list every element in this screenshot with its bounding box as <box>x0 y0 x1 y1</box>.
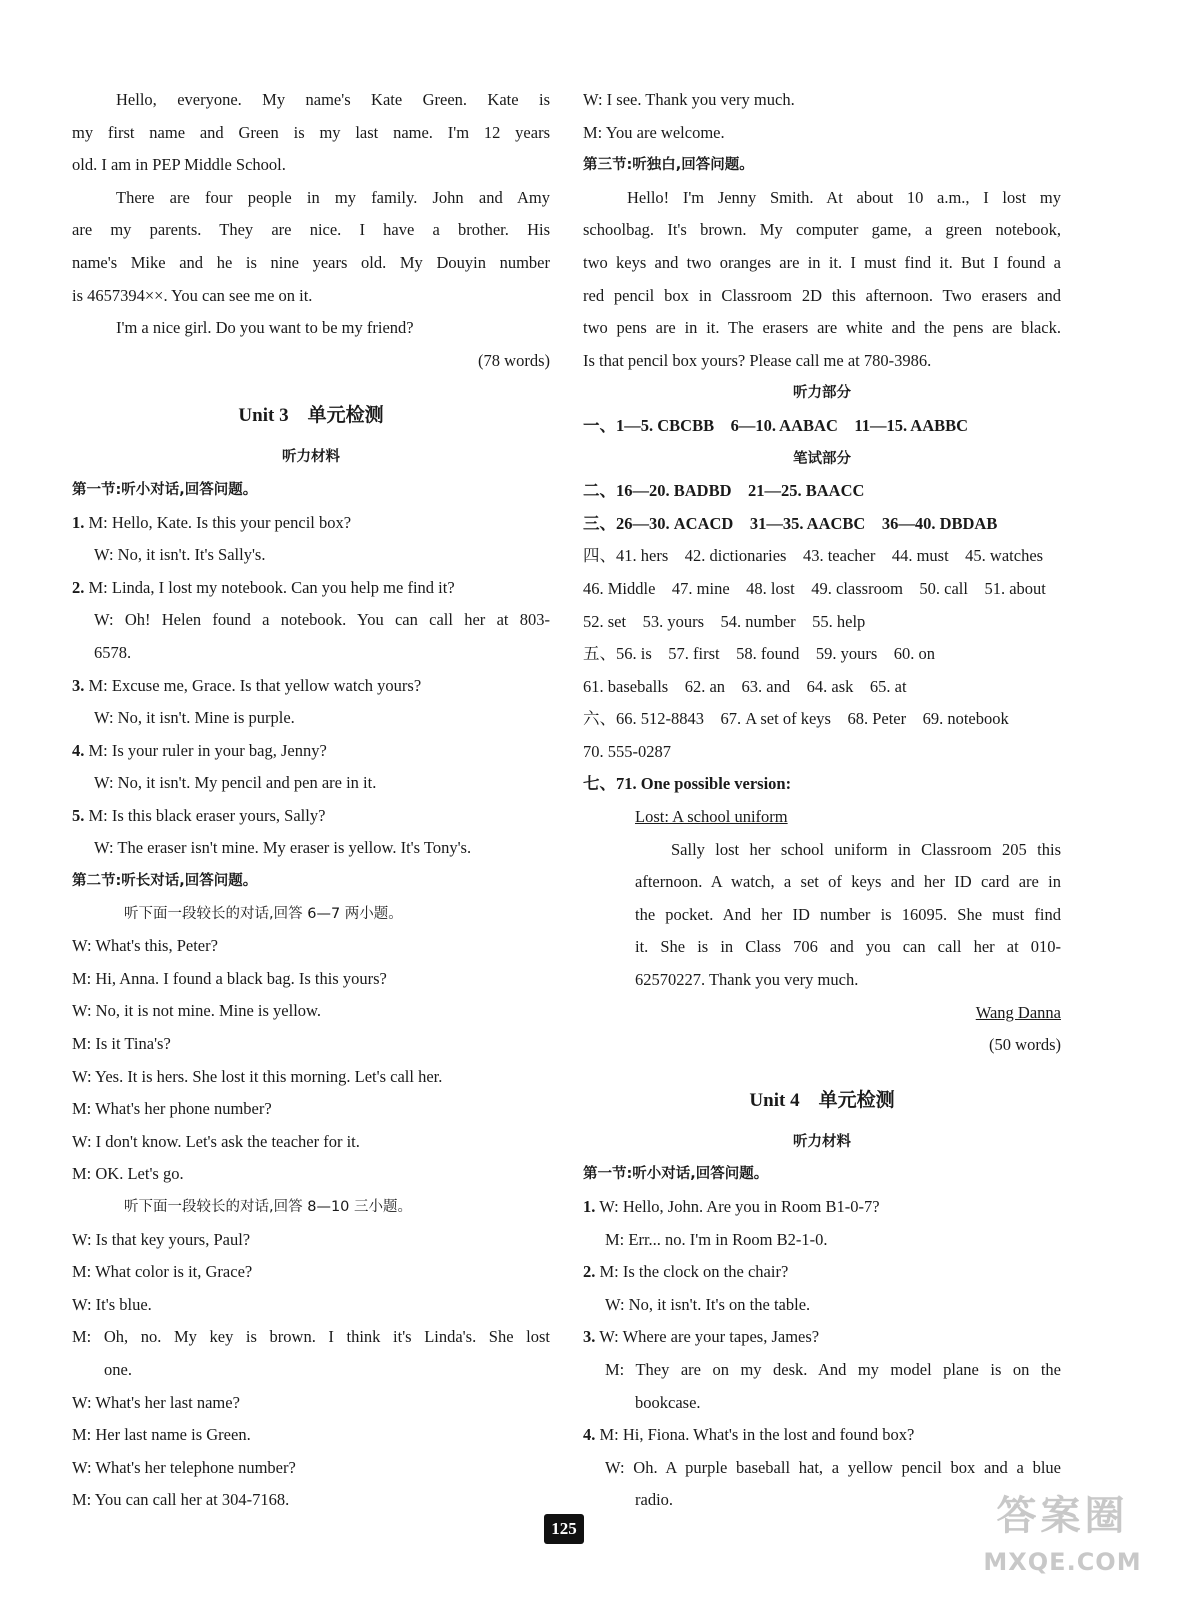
answer-line: 四、41. hers 42. dictionaries 43. teacher 44. must 45. watches <box>583 546 1044 566</box>
dialogue-line: M: Is it Tina's? <box>72 1034 171 1054</box>
page-number: 125 <box>544 1514 584 1544</box>
monologue-line: Is that pencil box yours? Please call me at 780-3986. <box>583 350 932 370</box>
dialogue-line: W: No, it isn't. It's Sally's. <box>94 545 266 565</box>
intro-line: is 4657394××. You can see me on it. <box>72 285 313 305</box>
signature: Wang Danna <box>975 1002 1061 1022</box>
dialogue-line: M: You are welcome. <box>583 122 725 142</box>
answer-line: 一、1—5. CBCBB 6—10. AABAC 11—15. AABBC <box>583 415 969 435</box>
listening-part-heading: 听力部分 <box>793 385 851 402</box>
essay-line: the pocket. And her ID number is 16095. She must find <box>635 904 1061 924</box>
essay-title: Lost: A school uniform <box>635 807 788 827</box>
dialogue-line: M: You can call her at 304-7168. <box>72 1490 290 1510</box>
intro-line: Hello, everyone. My name's Kate Green. Kate is <box>116 90 550 109</box>
dialogue-line: 1. M: Hello, Kate. Is this your pencil box? <box>72 512 352 532</box>
essay-line: afternoon. A watch, a set of keys and her ID card are in <box>635 872 1061 892</box>
listening-material-heading: 听力材料 <box>282 449 340 466</box>
answer-line: 70. 555-0287 <box>583 741 671 761</box>
watermark-logo <box>955 1490 1170 1595</box>
written-part-heading: 笔试部分 <box>793 450 851 467</box>
dialogue-line: M: Err... no. I'm in Room B2-1-0. <box>605 1229 828 1249</box>
answer-line: 三、26—30. ACACD 31—35. AACBC 36—40. DBDAB <box>583 513 998 533</box>
answer-line: 52. set 53. yours 54. number 55. help <box>583 611 866 631</box>
right-column <box>583 84 1061 1517</box>
monologue-line: two keys and two oranges are in it. I must find it. But I found a <box>583 252 1061 272</box>
intro-line: old. I am in PEP Middle School. <box>72 155 286 175</box>
dialogue-line: W: Is that key yours, Paul? <box>72 1229 251 1249</box>
intro-line: name's Mike and he is nine years old. My Douyin number <box>72 252 550 272</box>
dialogue-line: W: It's blue. <box>72 1294 152 1314</box>
left-column <box>72 84 550 1517</box>
dialogue-line: W: No, it is not mine. Mine is yellow. <box>72 1001 322 1021</box>
dialogue-line: W: Oh. A purple baseball hat, a yellow pencil box and a blue <box>605 1457 1061 1477</box>
listening-material-heading: 听力材料 <box>793 1133 851 1150</box>
dialogue-line: W: The eraser isn't mine. My eraser is yellow. It's Tony's. <box>94 838 472 858</box>
monologue-line: two pens are in it. The erasers are white and the pens are black. <box>583 318 1061 338</box>
unit4-title: Unit 4 单元检测 <box>749 1089 895 1111</box>
essay-line: it. She is in Class 706 and you can call her at 010- <box>635 937 1061 957</box>
dialogue-line: W: What's her last name? <box>72 1392 240 1412</box>
word-count: (50 words) <box>989 1035 1061 1055</box>
dialogue-line: M: What's her phone number? <box>72 1099 272 1119</box>
dialogue-line: W: I don't know. Let's ask the teacher for it. <box>72 1131 360 1151</box>
dialogue-line: radio. <box>635 1490 674 1510</box>
instruction: 听下面一段较长的对话,回答 8—10 三小题。 <box>124 1199 413 1215</box>
essay-line: 62570227. Thank you very much. <box>635 970 859 990</box>
instruction: 听下面一段较长的对话,回答 6—7 两小题。 <box>124 905 403 922</box>
dialogue-line: M: They are on my desk. And my model plane is on the <box>605 1359 1061 1379</box>
dialogue-line: 1. W: Hello, John. Are you in Room B1-0-7? <box>583 1197 880 1216</box>
answer-line: 五、56. is 57. first 58. found 59. yours 60. on <box>583 644 935 664</box>
dialogue-line: M: Hi, Anna. I found a black bag. Is this yours? <box>72 968 387 988</box>
dialogue-line: 6578. <box>94 642 132 662</box>
dialogue-line: W: Oh! Helen found a notebook. You can call her at 803- <box>94 610 550 630</box>
intro-line: are my parents. They are nice. I have a brother. His <box>72 220 550 240</box>
intro-line: my first name and Green is my last name. I'm 12 years <box>72 122 550 142</box>
essay-line: Sally lost her school uniform in Classroom 205 this <box>671 839 1061 859</box>
dialogue-line: one. <box>104 1359 132 1379</box>
monologue-line: schoolbag. It's brown. My computer game, a green notebook, <box>583 220 1061 240</box>
dialogue-line: bookcase. <box>635 1392 701 1412</box>
dialogue-line: W: What's this, Peter? <box>72 936 218 956</box>
watermark-url: MXQE.COM <box>983 1548 1142 1576</box>
answer-line: 61. baseballs 62. an 63. and 64. ask 65. at <box>583 676 907 696</box>
dialogue-line: W: I see. Thank you very much. <box>583 90 795 109</box>
dialogue-line: W: No, it isn't. It's on the table. <box>605 1294 811 1314</box>
intro-line: I'm a nice girl. Do you want to be my friend? <box>116 318 414 338</box>
section3-heading: 第三节:听独白,回答问题。 <box>583 157 754 174</box>
dialogue-line: 3. M: Excuse me, Grace. Is that yellow watch yours? <box>72 675 422 695</box>
dialogue-line: 4. M: Is your ruler in your bag, Jenny? <box>72 740 327 760</box>
section1-heading: 第一节:听小对话,回答问题。 <box>583 1166 769 1183</box>
monologue-line: red pencil box in Classroom 2D this afternoon. Two erasers and <box>583 285 1061 305</box>
dialogue-line: W: What's her telephone number? <box>72 1457 296 1477</box>
dialogue-line: W: No, it isn't. My pencil and pen are in it. <box>94 773 377 793</box>
dialogue-line: W: Yes. It is hers. She lost it this morning. Let's call her. <box>72 1066 443 1086</box>
dialogue-line: M: OK. Let's go. <box>72 1164 184 1184</box>
watermark-text: 答案圈 <box>996 1493 1129 1539</box>
word-count: (78 words) <box>478 350 550 370</box>
dialogue-line: W: No, it isn't. Mine is purple. <box>94 708 295 728</box>
dialogue-line: M: What color is it, Grace? <box>72 1262 253 1282</box>
monologue-line: Hello! I'm Jenny Smith. At about 10 a.m., I lost my <box>627 187 1061 207</box>
intro-line: There are four people in my family. John and Amy <box>116 187 550 207</box>
answer-line: 二、16—20. BADBD 21—25. BAACC <box>583 481 865 501</box>
dialogue-line: 5. M: Is this black eraser yours, Sally? <box>72 805 326 825</box>
dialogue-line: 4. M: Hi, Fiona. What's in the lost and found box? <box>583 1425 915 1445</box>
dialogue-line: 2. M: Is the clock on the chair? <box>583 1262 789 1282</box>
unit3-title: Unit 3 单元检测 <box>238 405 384 427</box>
dialogue-line: M: Oh, no. My key is brown. I think it's Linda's. She lost <box>72 1327 550 1347</box>
answer-line: 46. Middle 47. mine 48. lost 49. classroom 50. call 51. about <box>583 578 1046 598</box>
section1-heading: 第一节:听小对话,回答问题。 <box>72 481 258 498</box>
dialogue-line: M: Her last name is Green. <box>72 1425 251 1445</box>
dialogue-line: 2. M: Linda, I lost my notebook. Can you help me find it? <box>72 577 455 597</box>
answer-line: 六、66. 512-8843 67. A set of keys 68. Peter 69. notebook <box>583 709 1009 729</box>
answer-line: 七、71. One possible version: <box>583 774 792 794</box>
dialogue-line: 3. W: Where are your tapes, James? <box>583 1327 820 1347</box>
section2-heading: 第二节:听长对话,回答问题。 <box>72 873 258 890</box>
